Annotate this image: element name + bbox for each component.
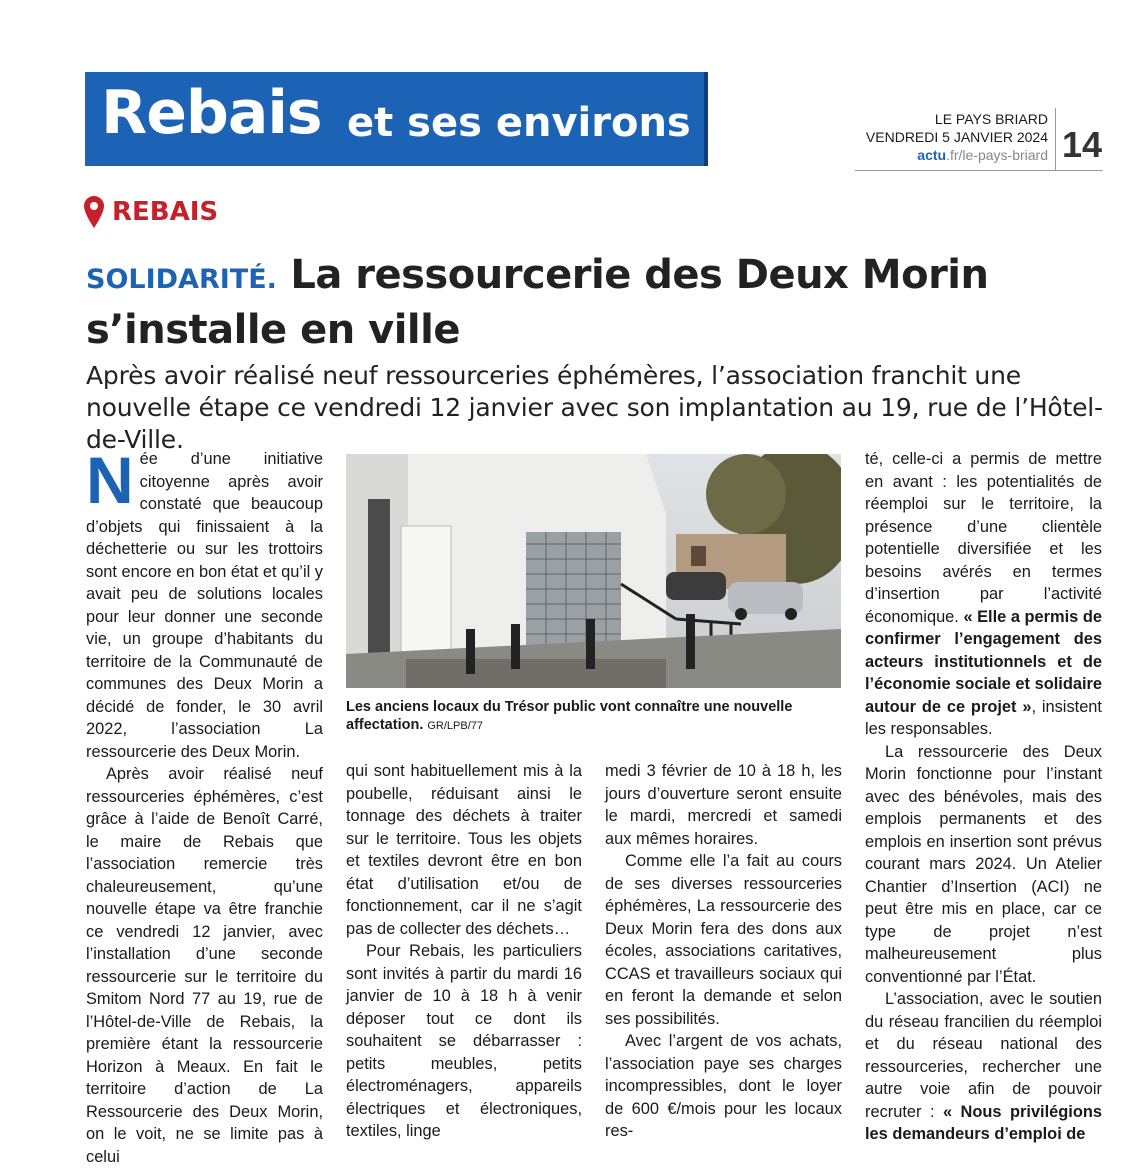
paragraph: L’association, avec le soutien du réseau francilien du réemploi et du réseau national des ressourceries, rechercher une autre voie afin de pouvoir recruter : « Nous privilégions les demandeurs d’emploi de (865, 990, 1102, 1143)
quote: « Elle a permis de confirmer l’engagement des acteurs institutionnels et de l’économie sociale et solidaire autour de ce projet » (865, 607, 1102, 716)
article-photo (346, 454, 841, 688)
photo-credit: GR/LPB/77 (427, 720, 484, 732)
section-title: Rebais (101, 78, 322, 148)
location-label: REBAIS (112, 197, 219, 227)
photo-caption: Les anciens locaux du Trésor public vont connaître une nouvelle affectation. GR/LPB/77 (346, 699, 793, 733)
paragraph: Avec l’argent de vos achats, l’association paye ses charges incompressibles, dont le loyer de 600 €/mois pour les locaux res- (605, 1032, 842, 1140)
section-banner (85, 72, 708, 166)
headline-kicker: SOLIDARITÉ. (86, 264, 277, 295)
article-column-3 (605, 760, 842, 1143)
paper-name: LE PAYS BRIARD (934, 111, 1048, 127)
masthead-rule (855, 170, 1103, 171)
article-column-4 (865, 448, 1102, 1146)
article-column-2 (346, 760, 582, 1143)
map-pin-icon (84, 196, 104, 228)
drop-cap: N (86, 443, 134, 517)
page-number: 14 (1062, 124, 1103, 165)
article-headline (86, 250, 1106, 355)
paragraph: medi 3 février de 10 à 18 h, les jours d’ouverture seront ensuite le mardi, mercredi et samedi aux mêmes horaires. (605, 762, 842, 848)
article-lead: Après avoir réalisé neuf ressourceries éphémères, l’association franchit une nouvelle étape ce vendredi 12 janvier avec son implantation au 19, rue de l’Hôtel-de-Ville. (86, 361, 1103, 454)
masthead (866, 110, 1048, 164)
headline-text: La ressourcerie des Deux Morin s’installe en ville (86, 252, 989, 353)
section-subtitle: et ses environs (347, 100, 691, 146)
article-column-1 (86, 443, 323, 1168)
paragraph: Pour Rebais, les particuliers sont invités à partir du mardi 16 janvier de 10 à 18 h à venir déposer tout ce dont ils souhaitent se débarrasser : petits meubles, petits électroménagers, appareils électriques et électroniques, textiles, linge (346, 942, 582, 1140)
paragraph: La ressourcerie des Deux Morin fonctionne pour l’instant avec des bénévoles, mais des emplois permanents et des emplois en insertion sont prévus courant mars 2024. Un Atelier Chantier d’Insertion (ACI) ne peut être mis en place, car ce type de projet n’est malheureusement plus conventionné par l’État. (865, 742, 1102, 986)
website-brand: actu (917, 147, 947, 163)
issue-date: VENDREDI 5 JANVIER 2024 (865, 129, 1048, 145)
paragraph: Née d’une initiative citoyenne après avoir constaté que beaucoup d’objets qui finissaient à la déchetterie ou sur les trottoirs sont encore en bon état et qu’il y avait peu de solutions locales pour leur donner une seconde vie, un groupe d’habitants du territoire de la Communauté de communes des Deux Morin a décidé de fonder, le 30 avril 2022, l’association La ressourcerie des Deux Morin. (86, 443, 323, 761)
paragraph: qui sont habituellement mis à la poubelle, réduisant ainsi le tonnage des déchets à traiter sur le territoire. Tous les objets et textiles devront être en bon état d’utilisation et/ou de fonctionnement, car il ne s’agit pas de collecter des déchets… (346, 762, 582, 938)
location-tag (84, 196, 218, 228)
quote: « Nous privilégions les demandeurs d’emploi de (865, 1102, 1102, 1143)
website-path: .fr/le-pays-briard (946, 147, 1048, 163)
paragraph: té, celle-ci a permis de mettre en avant : les potentialités de réemploi sur le territoire, la présence d’une clientèle potentielle diversifiée et les besoins avérés en termes d’insertion par l’activité économique. « Elle a permis de confirmer l’engagement des acteurs institutionnels et de l’économie sociale et solidaire autour de ce projet », insistent les responsables. (865, 450, 1102, 738)
website (866, 146, 1048, 164)
masthead-divider (1055, 108, 1056, 170)
paragraph: Après avoir réalisé neuf ressourceries éphémères, c’est grâce à l’aide de Benoît Carré, le maire de Rebais que l’association remercie très chaleureusement, qu’une nouvelle étape va être franchie ce vendredi 12 janvier, avec l’installation d’une seconde ressourcerie sur le territoire du Smitom Nord 77 au 19, rue de l’Hôtel-de-Ville de Rebais, la première étant la ressourcerie Horizon à Meaux. En fait le territoire d’action de La Ressourcerie des Deux Morin, on le voit, ne se limite pas à celui (86, 765, 323, 1166)
paragraph: Comme elle l’a fait au cours de ses diverses ressourceries éphémères, La ressourcerie des Deux Morin fera des dons aux écoles, associations caritatives, CCAS et travailleurs sociaux qui en feront la demande et selon ses possibilités. (605, 852, 842, 1028)
